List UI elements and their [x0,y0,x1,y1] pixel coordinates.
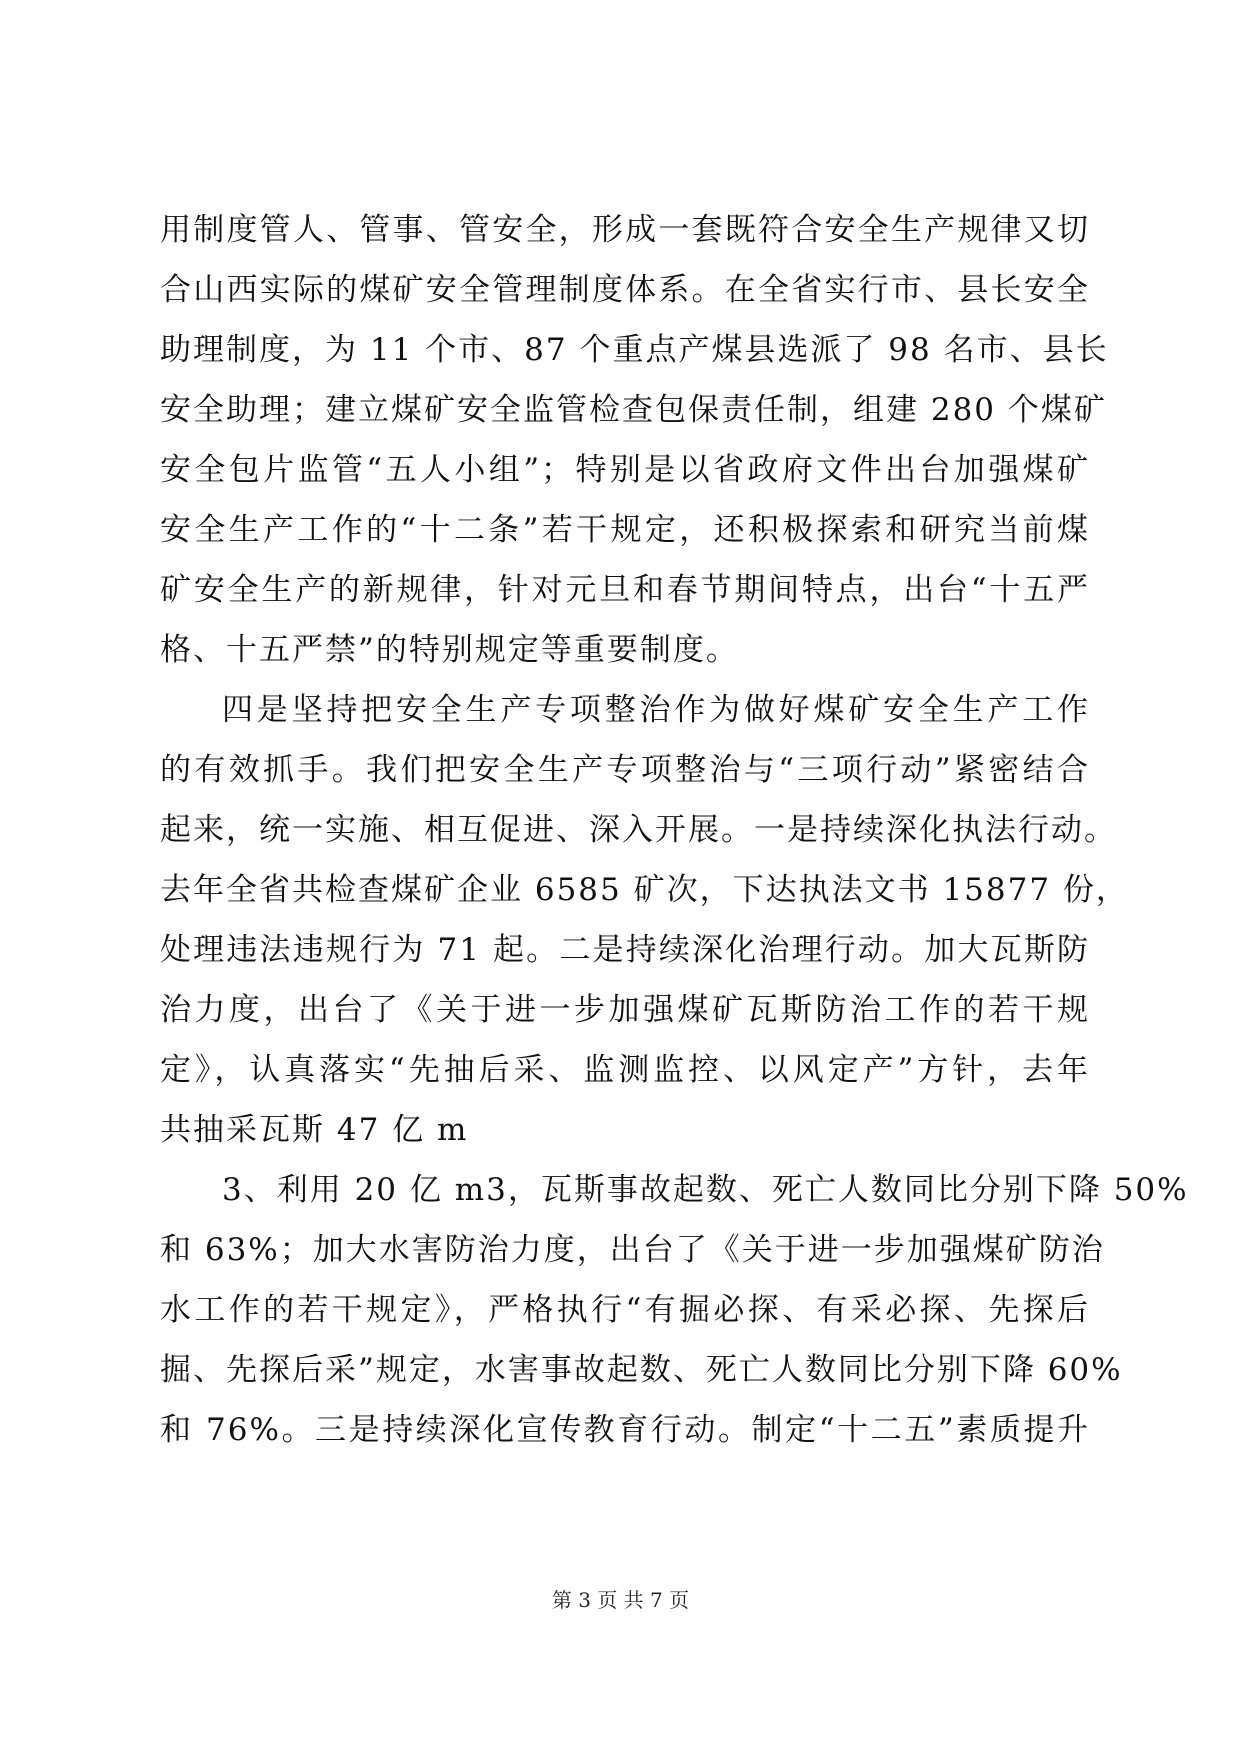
text-line: 去年全省共检查煤矿企业 6585 矿次，下达执法文书 15877 份， [160,872,1129,908]
text-line: 水工作的若干规定》，严格执行“有掘必探、有采必探、先探后 [160,1292,1090,1328]
text-line: 合山西实际的煤矿安全管理制度体系。在全省实行市、县长安全 [160,272,1090,308]
page-number-footer: 第 3 页 共 7 页 [551,1588,690,1612]
text-line: 助理制度，为 11 个市、87 个重点产煤县选派了 98 名市、县长 [160,332,1109,368]
text-line: 用制度管人、管事、管安全，形成一套既符合安全生产规律又切 [160,212,1090,248]
text-line: 治力度，出台了《关于进一步加强煤矿瓦斯防治工作的若干规 [160,992,1090,1028]
text-line: 处理违法违规行为 71 起。二是持续深化治理行动。加大瓦斯防 [160,932,1090,968]
text-line: 定》，认真落实“先抽后采、监测监控、以风定产”方针，去年 [160,1052,1090,1088]
text-line: 的有效抓手。我们把安全生产专项整治与“三项行动”紧密结合 [160,752,1090,788]
text-line: 格、十五严禁”的特别规定等重要制度。 [160,632,739,668]
text-line: 矿安全生产的新规律，针对元旦和春节期间特点，出台“十五严 [160,572,1090,608]
text-line: 安全生产工作的“十二条”若干规定，还积极探索和研究当前煤 [160,512,1090,548]
text-line: 安全助理；建立煤矿安全监管检查包保责任制，组建 280 个煤矿 [160,392,1107,428]
text-line: 共抽采瓦斯 47 亿 m [160,1112,469,1148]
document-body [160,200,1189,1460]
paragraph-first-line: 四是坚持把安全生产专项整治作为做好煤矿安全生产工作 [222,692,1090,728]
paragraph-first-line: 3、利用 20 亿 m3，瓦斯事故起数、死亡人数同比分别下降 50% [222,1172,1189,1208]
text-line: 和 63%；加大水害防治力度，出台了《关于进一步加强煤矿防治 [160,1232,1105,1268]
text-line: 掘、先探后采”规定，水害事故起数、死亡人数同比分别下降 60% [160,1352,1123,1388]
text-line: 安全包片监管“五人小组”；特别是以省政府文件出台加强煤矿 [160,452,1090,488]
text-line: 和 76%。三是持续深化宣传教育行动。制定“十二五”素质提升 [160,1412,1090,1448]
text-line: 起来，统一实施、相互促进、深入开展。一是持续深化执法行动。 [160,812,1117,848]
